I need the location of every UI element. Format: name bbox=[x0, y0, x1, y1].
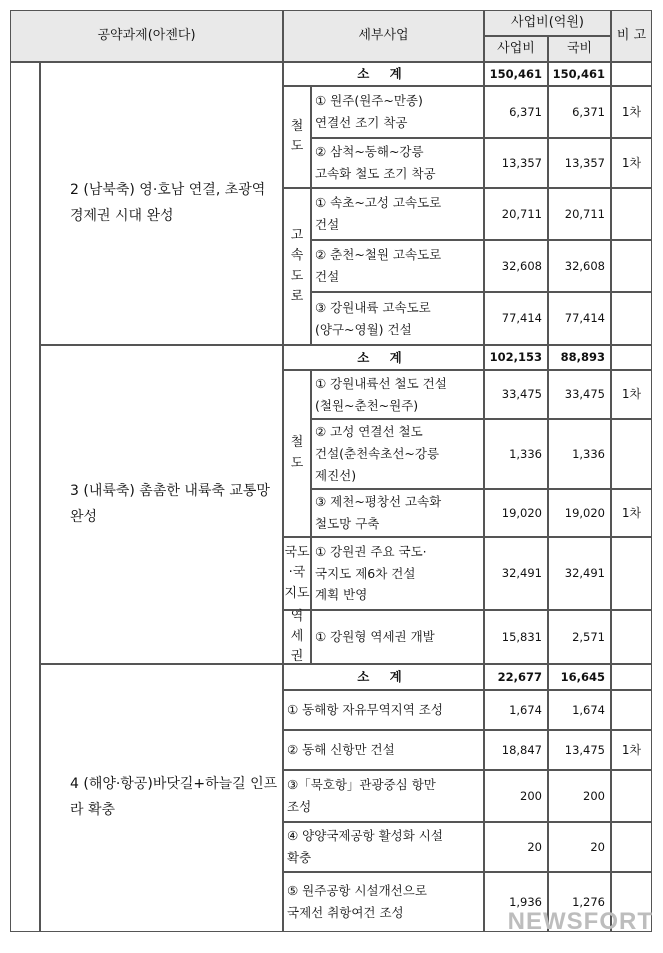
project-item: ② 삼척~동해~강릉 고속화 철도 조기 착공 bbox=[315, 144, 436, 181]
agenda-title: 4 (해양·항공)바닷길+하늘길 인프라 확충 bbox=[70, 776, 278, 818]
project-note: 1차 bbox=[621, 104, 642, 119]
agenda-title: 2 (남북축) 영·호남 연결, 초광역 경제권 시대 완성 bbox=[70, 181, 266, 224]
subtotal-label: 소 계 bbox=[357, 669, 410, 685]
project-total: 13,357 bbox=[501, 155, 542, 170]
project-total: 1,336 bbox=[509, 446, 542, 461]
subtotal-total: 22,677 bbox=[497, 669, 542, 684]
project-note: 1차 bbox=[621, 505, 642, 520]
project-item: ① 강원형 역세권 개발 bbox=[315, 629, 435, 645]
subtotal-national: 16,645 bbox=[560, 669, 605, 684]
project-item: ② 동해 신항만 건설 bbox=[287, 742, 395, 758]
project-item: ② 춘천~철원 고속도로 건설 bbox=[315, 247, 442, 284]
project-item: ① 강원권 주요 국도· 국지도 제6차 건설 계획 반영 bbox=[315, 543, 427, 603]
group-label: 고 속 도 로 bbox=[290, 228, 304, 304]
subtotal-national: 150,461 bbox=[552, 66, 605, 81]
subtotal-national: 88,893 bbox=[560, 350, 605, 365]
project-total: 15,831 bbox=[501, 629, 542, 644]
header-national: 국비 bbox=[548, 36, 611, 62]
project-item: ④ 양양국제공항 활성화 시설 확충 bbox=[287, 828, 443, 865]
project-total: 77,414 bbox=[501, 311, 542, 326]
group-label: 철 도 bbox=[290, 118, 304, 154]
agenda-title: 3 (내륙축) 촘촘한 내륙축 교통망 완성 bbox=[70, 482, 270, 525]
project-national: 13,357 bbox=[564, 155, 605, 170]
group-label: 철 도 bbox=[290, 435, 304, 471]
project-national: 13,475 bbox=[564, 742, 605, 757]
project-total: 20 bbox=[527, 839, 542, 854]
project-note: 1차 bbox=[621, 742, 642, 757]
project-total: 1,674 bbox=[509, 702, 542, 717]
project-item: ① 속초~고성 고속도로 건설 bbox=[315, 195, 442, 232]
project-national: 19,020 bbox=[564, 505, 605, 520]
project-national: 32,608 bbox=[564, 258, 605, 273]
project-national: 200 bbox=[583, 788, 605, 803]
project-national: 1,336 bbox=[572, 446, 605, 461]
project-item: ③「묵호항」관광중심 항만 조성 bbox=[287, 777, 436, 814]
project-total: 32,608 bbox=[501, 258, 542, 273]
subtotal-total: 102,153 bbox=[489, 350, 542, 365]
project-item: ③ 제천~평창선 고속화 철도망 구축 bbox=[315, 494, 442, 531]
project-national: 20 bbox=[590, 839, 605, 854]
project-item: ① 강원내륙선 철도 건설 (철원~춘천~원주) bbox=[315, 375, 447, 413]
project-total: 19,020 bbox=[501, 505, 542, 520]
subtotal-label: 소 계 bbox=[357, 66, 410, 82]
table-outline bbox=[10, 10, 652, 932]
subtotal-total: 150,461 bbox=[489, 66, 542, 81]
project-item: ① 원주(원주~만종) 연결선 조기 착공 bbox=[315, 93, 423, 130]
newsfort-watermark: NEWSFORT bbox=[507, 908, 653, 935]
project-note: 1차 bbox=[621, 155, 642, 170]
project-total: 32,491 bbox=[501, 566, 542, 581]
project-total: 200 bbox=[520, 788, 542, 803]
project-note: 1차 bbox=[621, 387, 642, 401]
project-total: 20,711 bbox=[501, 206, 542, 221]
project-total: 33,475 bbox=[501, 387, 542, 402]
project-item: ① 동해항 자유무역지역 조성 bbox=[287, 702, 443, 718]
header-total: 사업비 bbox=[484, 36, 548, 62]
header-project: 세부사업 bbox=[283, 10, 484, 62]
subtotal-label: 소 계 bbox=[357, 349, 410, 365]
header-note: 비 고 bbox=[611, 10, 652, 62]
project-national: 20,711 bbox=[564, 206, 605, 221]
project-national: 77,414 bbox=[564, 311, 605, 326]
project-national: 2,571 bbox=[572, 629, 605, 644]
header-cost: 사업비(억원) bbox=[484, 10, 611, 36]
project-total: 6,371 bbox=[509, 104, 542, 119]
header-agenda: 공약과제(아젠다) bbox=[10, 10, 283, 62]
project-item: ③ 강원내륙 고속도로 (양구~영월) 건설 bbox=[315, 299, 431, 337]
project-total: 18,847 bbox=[501, 742, 542, 757]
project-national: 33,475 bbox=[564, 387, 605, 402]
project-item: ② 고성 연결선 철도 건설(춘천속초선~강릉 제진선) bbox=[315, 424, 440, 483]
project-national: 32,491 bbox=[564, 566, 605, 581]
project-item: ⑤ 원주공항 시설개선으로 국제선 취항여건 조성 bbox=[287, 883, 427, 920]
project-national: 1,674 bbox=[572, 702, 605, 717]
project-national: 1,276 bbox=[572, 894, 605, 909]
project-total: 1,936 bbox=[509, 894, 542, 909]
group-label: 국도 ·국지도 bbox=[284, 545, 310, 601]
group-label: 역 세 권 bbox=[290, 608, 304, 665]
project-national: 6,371 bbox=[572, 104, 605, 119]
